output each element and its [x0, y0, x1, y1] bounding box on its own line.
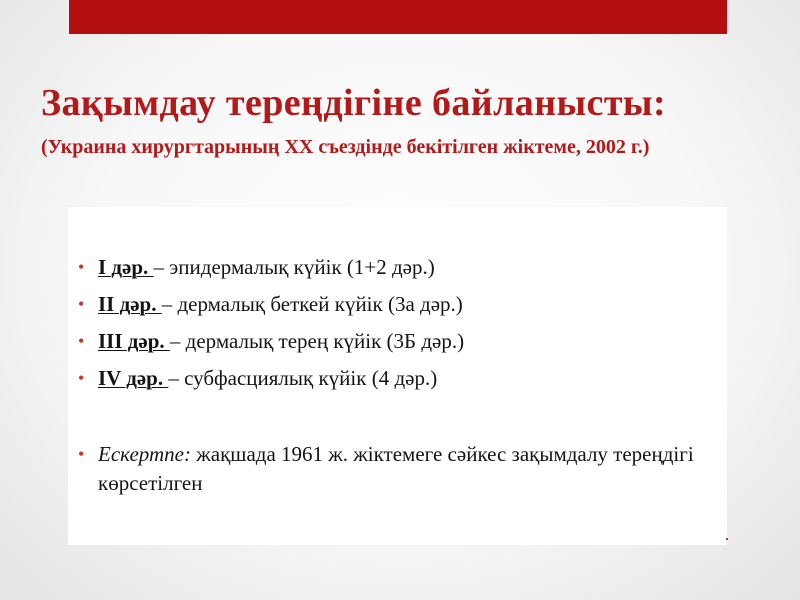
top-accent-bar: [69, 0, 727, 34]
degree-label: ІV дәр.: [98, 366, 169, 390]
degree-description: – субфасциялық күйік (4 дәр.): [168, 366, 438, 390]
degree-label: І дәр.: [98, 255, 154, 279]
note-paragraph: [78, 440, 698, 498]
bullet-icon: •: [78, 294, 85, 314]
list-item: [78, 292, 708, 316]
degree-label: ІІІ дәр.: [98, 329, 170, 353]
list-item: [78, 366, 708, 390]
degree-description: – эпидермалық күйік (1+2 дәр.): [153, 255, 435, 279]
note-text: жақшада 1961 ж. жіктемеге сәйкес зақымдалу тереңдігі көрсетілген: [98, 442, 694, 495]
note-label: Ескертпе:: [98, 442, 191, 466]
degree-description: – дермалық беткей күйік (3а дәр.): [161, 292, 463, 316]
degree-label: ІІ дәр.: [98, 292, 162, 316]
degree-list: [78, 255, 708, 403]
content-box: [68, 207, 727, 545]
list-item: [78, 329, 708, 353]
list-item: [78, 255, 708, 279]
bullet-icon: •: [78, 368, 85, 388]
bullet-icon: •: [78, 444, 85, 464]
degree-description: – дермалық терең күйік (3Б дәр.): [169, 329, 465, 353]
bullet-icon: •: [78, 257, 85, 277]
corner-dot: [726, 538, 728, 540]
slide-title: Зақымдау тереңдігіне байланысты:: [41, 82, 667, 124]
bullet-icon: •: [78, 331, 85, 351]
title-block: [41, 80, 781, 163]
slide-subtitle: (Украина хирургтарының ХХ съездінде бекітілген жіктеме, 2002 г.): [41, 136, 650, 158]
